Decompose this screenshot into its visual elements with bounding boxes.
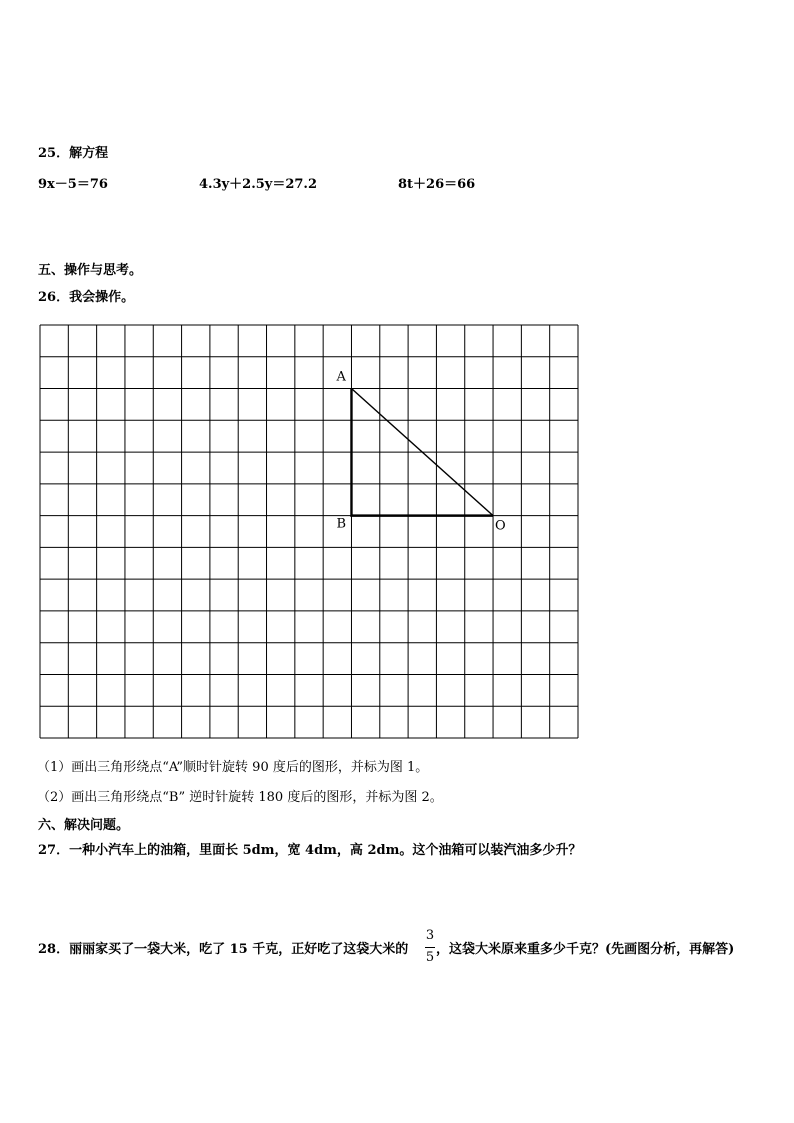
point-label-o: O xyxy=(495,518,506,534)
fraction-denominator: 5 xyxy=(425,950,435,965)
fraction-bar xyxy=(425,947,435,948)
point-label-a: A xyxy=(336,369,346,385)
task-1: （1）画出三角形绕点“A”顺时针旋转 90 度后的图形，并标为图 1。 xyxy=(37,760,429,775)
equation-2: 4.3y＋2.5y＝27.2 xyxy=(199,177,318,192)
q25-title: 25．解方程 xyxy=(38,146,109,161)
section-6-heading: 六、解决问题。 xyxy=(38,818,130,833)
q28-text-after: ，这袋大米原来重多少千克？(先画图分析，再解答) xyxy=(436,942,735,957)
point-label-b: B xyxy=(336,516,347,532)
fraction-numerator: 3 xyxy=(425,928,435,943)
q27-text: 27．一种小汽车上的油箱，里面长 5dm，宽 4dm，高 2dm。这个油箱可以装汽油多少升？ xyxy=(38,843,582,858)
equation-3: 8t＋26＝66 xyxy=(398,177,476,192)
task-2: （2）画出三角形绕点“B” 逆时针旋转 180 度后的图形，并标为图 2。 xyxy=(37,790,443,805)
q28-text-before: 28．丽丽家买了一袋大米，吃了 15 千克，正好吃了这袋大米的 xyxy=(38,942,409,957)
section-5-heading: 五、操作与思考。 xyxy=(38,263,143,278)
q26-title: 26．我会操作。 xyxy=(38,290,135,305)
equation-1: 9x－5＝76 xyxy=(38,177,108,192)
triangle-abo xyxy=(335,370,505,534)
